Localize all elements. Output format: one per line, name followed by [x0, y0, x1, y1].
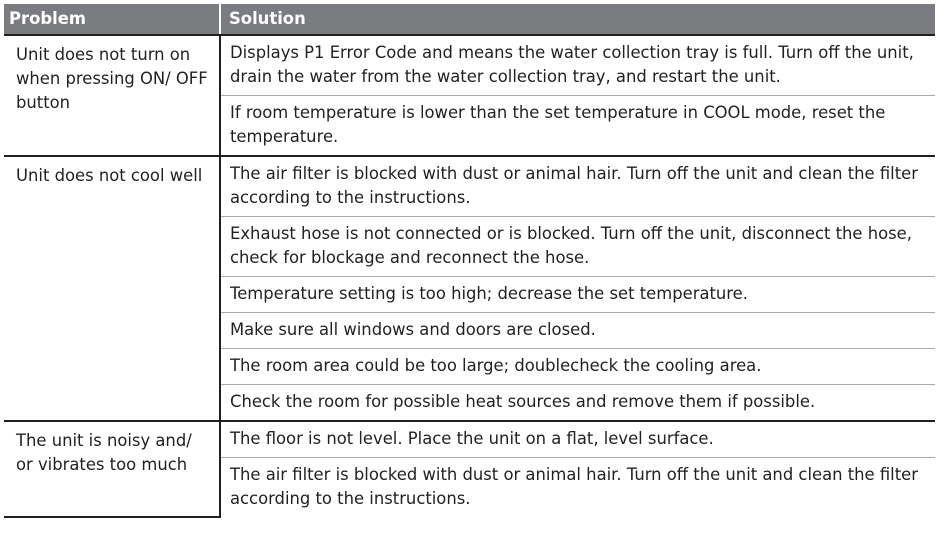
solution-cell: Check the room for possible heat sources and remove them if possible.: [220, 385, 935, 422]
solution-cell: The floor is not level. Place the unit on a flat, level surface.: [220, 421, 935, 458]
problem-cell: The unit is noisy and/ or vibrates too much: [4, 421, 220, 517]
solution-cell: If room temperature is lower than the set temperature in COOL mode, reset the temperature.: [220, 96, 935, 157]
solution-cell: Make sure all windows and doors are closed.: [220, 313, 935, 349]
solution-cell: Displays P1 Error Code and means the water collection tray is full. Turn off the unit, drain the water from the water collection tray, and restart the unit.: [220, 35, 935, 96]
table-row: [4, 35, 935, 96]
header-row: [4, 4, 935, 35]
problem-cell: Unit does not turn on when pressing ON/ OFF button: [4, 35, 220, 156]
solution-cell: Temperature setting is too high; decrease the set temperature.: [220, 277, 935, 313]
table-row: [4, 156, 935, 217]
solution-cell: The air filter is blocked with dust or animal hair. Turn off the unit and clean the filter according to the instructions.: [230, 465, 918, 508]
troubleshooting-table: [4, 4, 935, 518]
table-row: [4, 421, 935, 458]
solution-cell: The air filter is blocked with dust or animal hair. Turn off the unit and clean the filter according to the instructions.: [220, 156, 935, 217]
problem-cell: Unit does not cool well: [4, 156, 220, 421]
solution-cell: Exhaust hose is not connected or is blocked. Turn off the unit, disconnect the hose, check for blockage and reconnect the hose.: [220, 217, 935, 277]
problem-column-header: Problem: [4, 4, 220, 35]
solution-column-header: Solution: [220, 4, 935, 35]
solution-cell: The room area could be too large; doublecheck the cooling area.: [220, 349, 935, 385]
